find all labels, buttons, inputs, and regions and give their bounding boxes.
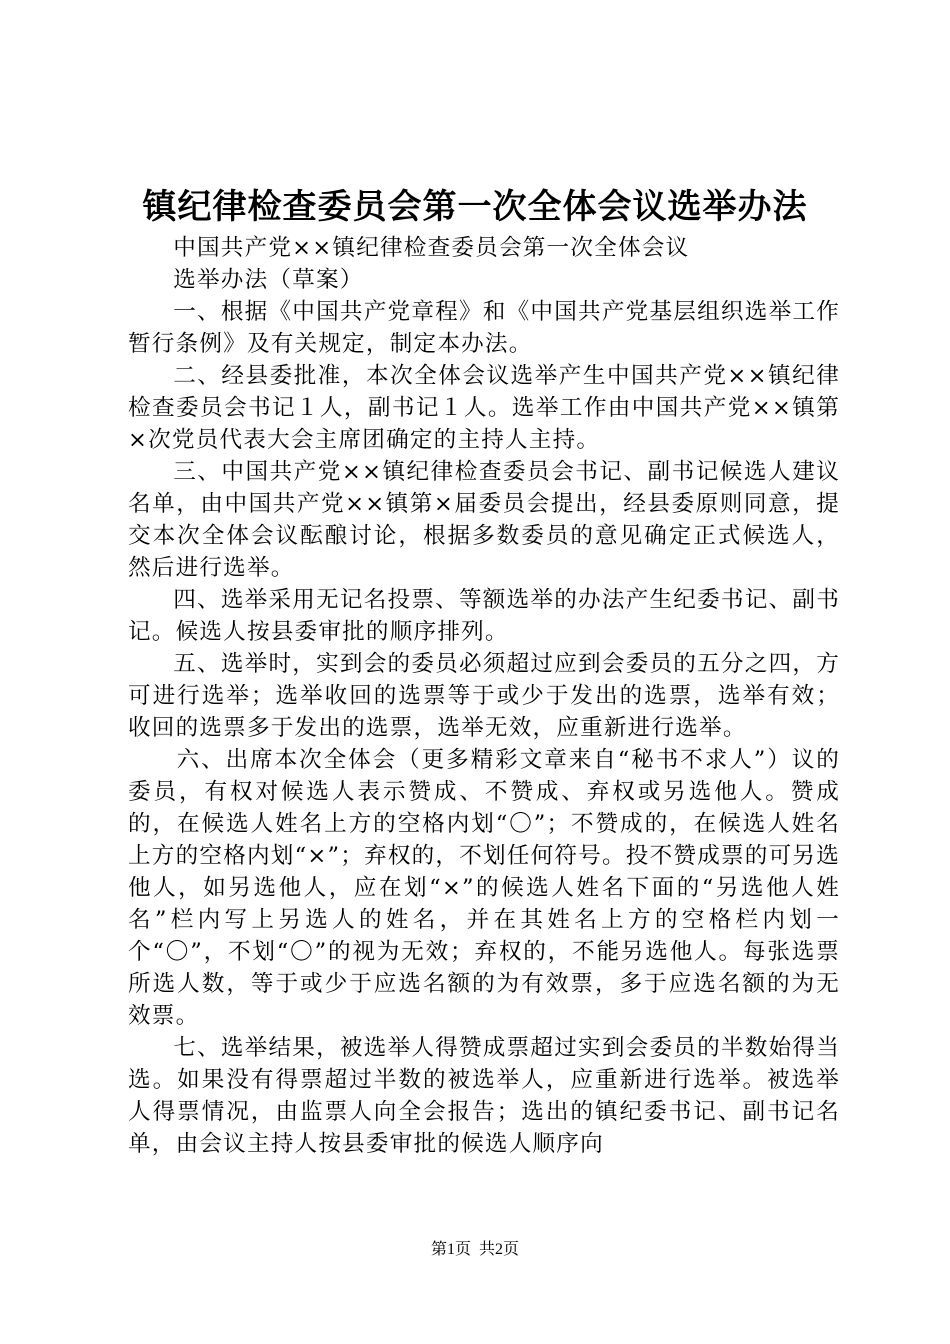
paragraph-2: 二、经县委批准，本次全体会议选举产生中国共产党××镇纪律检查委员会书记１人，副书记１人。选举工作由中国共产党××镇第×次党员代表大会主席团确定的主持人主持。 xyxy=(128,363,840,453)
paragraph-1: 一、根据《中国共产党章程》和《中国共产党基层组织选举工作暂行条例》及有关规定，制定本办法。 xyxy=(128,299,840,357)
document-body xyxy=(128,232,840,1160)
page-number-footer: 第1页 共2页 xyxy=(430,1241,519,1258)
paragraph-5: 五、选举时，实到会的委员必须超过应到会委员的五分之四，方可进行选举；选举收回的选票等于或少于发出的选票，选举有效；收回的选票多于发出的选票，选举无效，应重新进行选举。 xyxy=(128,651,840,741)
paragraph-4: 四、选举采用无记名投票、等额选举的办法产生纪委书记、副书记。候选人按县委审批的顺序排列。 xyxy=(128,587,840,645)
paragraph-7: 七、选举结果，被选举人得赞成票超过实到会委员的半数始得当选。如果没有得票超过半数的被选举人，应重新进行选举。被选举人得票情况，由监票人向全会报告；选出的镇纪委书记、副书记名单，由会议主持人按县委审批的候选人顺序向 xyxy=(128,1035,840,1157)
subheading-line-2: 选举办法（草案） xyxy=(173,267,364,293)
document-title: 镇纪律检查委员会第一次全体会议选举办法 xyxy=(142,187,808,227)
paragraph-6: 六、出席本次全体会（更多精彩文章来自“秘书不求人”）议的委员，有权对候选人表示赞成、不赞成、弃权或另选他人。赞成的，在候选人姓名上方的空格内划“〇”；不赞成的，在候选人姓名上方的空格内划“×”；弃权的，不划任何符号。投不赞成票的可另选他人，如另选他人，应在划“×”的候选人姓名下面的“另选他人姓名”栏内写上另选人的姓名，并在其姓名上方的空格栏内划一个“〇”，不划“〇”的视为无效；弃权的，不能另选他人。每张选票所选人数，等于或少于应选名额的为有效票，多于应选名额的为无效票。 xyxy=(128,747,840,1029)
paragraph-3: 三、中国共产党××镇纪律检查委员会书记、副书记候选人建议名单，由中国共产党××镇第×届委员会提出，经县委原则同意，提交本次全体会议酝酿讨论，根据多数委员的意见确定正式候选人，然后进行选举。 xyxy=(128,459,840,581)
subheading-line-1: 中国共产党××镇纪律检查委员会第一次全体会议 xyxy=(173,235,690,261)
